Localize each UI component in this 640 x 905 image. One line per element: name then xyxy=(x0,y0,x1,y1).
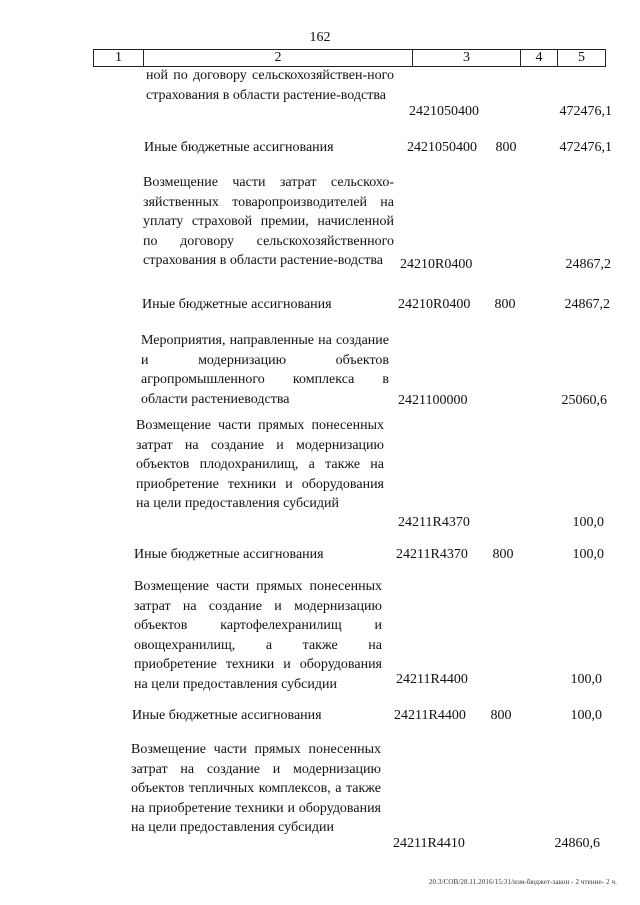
row-code: 24211R4400 xyxy=(394,708,466,724)
row-description: Возмещение части прямых понесенных затрат на создание и модернизацию объектов тепличных комплексов, а также на приобретение техники и оборудования на цели предоставления субсидии xyxy=(131,742,381,836)
row-code: 24210R0400 xyxy=(400,257,473,273)
row-code: 24211R4410 xyxy=(393,836,465,852)
table-row xyxy=(0,295,640,315)
row-description: Иные бюджетные ассигнования xyxy=(132,708,322,723)
row-code: 2421050400 xyxy=(409,104,479,120)
table-row xyxy=(0,66,640,122)
row-code: 24211R4370 xyxy=(396,547,468,563)
row-amount: 100,0 xyxy=(570,708,602,724)
column-header-3: 3 xyxy=(413,50,521,66)
row-amount: 24867,2 xyxy=(564,297,610,313)
table-row xyxy=(0,740,640,854)
row-description: Иные бюджетные ассигнования xyxy=(144,140,334,155)
row-expense-type: 800 xyxy=(495,140,517,156)
row-expense-type: 800 xyxy=(492,547,514,563)
row-amount: 100,0 xyxy=(572,547,604,563)
row-amount: 100,0 xyxy=(572,515,604,531)
row-code: 24210R0400 xyxy=(398,297,471,313)
row-description: Иные бюджетные ассигнования xyxy=(142,297,332,312)
row-description: Возмещение части затрат сельскохо-зяйственных товаропроизводителей на уплату страховой премии, начисленной по договору сельскохозяйственного страхования в области растение-водства xyxy=(143,175,394,269)
table-row xyxy=(0,545,640,565)
row-description: Возмещение части прямых понесенных затрат на создание и модернизацию объектов плодохранилищ, а также на приобретение техники и оборудования на цели предоставления субсидий xyxy=(136,418,384,512)
column-header-2: 2 xyxy=(144,50,413,66)
table-row xyxy=(0,577,640,690)
column-header-4: 4 xyxy=(521,50,558,66)
row-expense-type: 800 xyxy=(494,297,516,313)
row-description: ной по договору сельскохозяйствен-ного страхования в области растение-водства xyxy=(146,68,394,103)
document-footer: 20.3/СОВ/28.11.2016/15:31/изм-бюджет-закон - 2 чтение- 2 ч. xyxy=(428,878,617,886)
table-row xyxy=(0,138,640,158)
table-row xyxy=(0,331,640,411)
row-description: Возмещение части прямых понесенных затрат на создание и модернизацию объектов картофелехранилищ и овощехранилищ, а также на приобретение техники и оборудования на цели предоставления субсидии xyxy=(134,579,382,692)
table-row xyxy=(0,173,640,275)
column-header-5: 5 xyxy=(578,50,585,65)
row-code: 24211R4400 xyxy=(396,672,468,688)
row-amount: 100,0 xyxy=(570,672,602,688)
row-code: 2421050400 xyxy=(407,140,477,156)
row-expense-type: 800 xyxy=(490,708,512,724)
column-header-1: 1 xyxy=(94,50,144,66)
row-amount: 24860,6 xyxy=(554,836,600,852)
row-code: 2421100000 xyxy=(398,393,468,409)
table-header xyxy=(93,49,606,67)
row-amount: 472476,1 xyxy=(559,104,612,120)
row-amount: 24867,2 xyxy=(565,257,611,273)
table-row xyxy=(0,706,640,726)
row-description: Иные бюджетные ассигнования xyxy=(134,547,324,562)
row-code: 24211R4370 xyxy=(398,515,470,531)
row-amount: 472476,1 xyxy=(559,140,612,156)
table-row xyxy=(0,416,640,533)
row-amount: 25060,6 xyxy=(561,393,607,409)
row-description: Мероприятия, направленные на создание и модернизацию объектов агропромышленного комплекса в области растениеводства xyxy=(141,333,389,407)
page-number: 162 xyxy=(309,30,331,45)
